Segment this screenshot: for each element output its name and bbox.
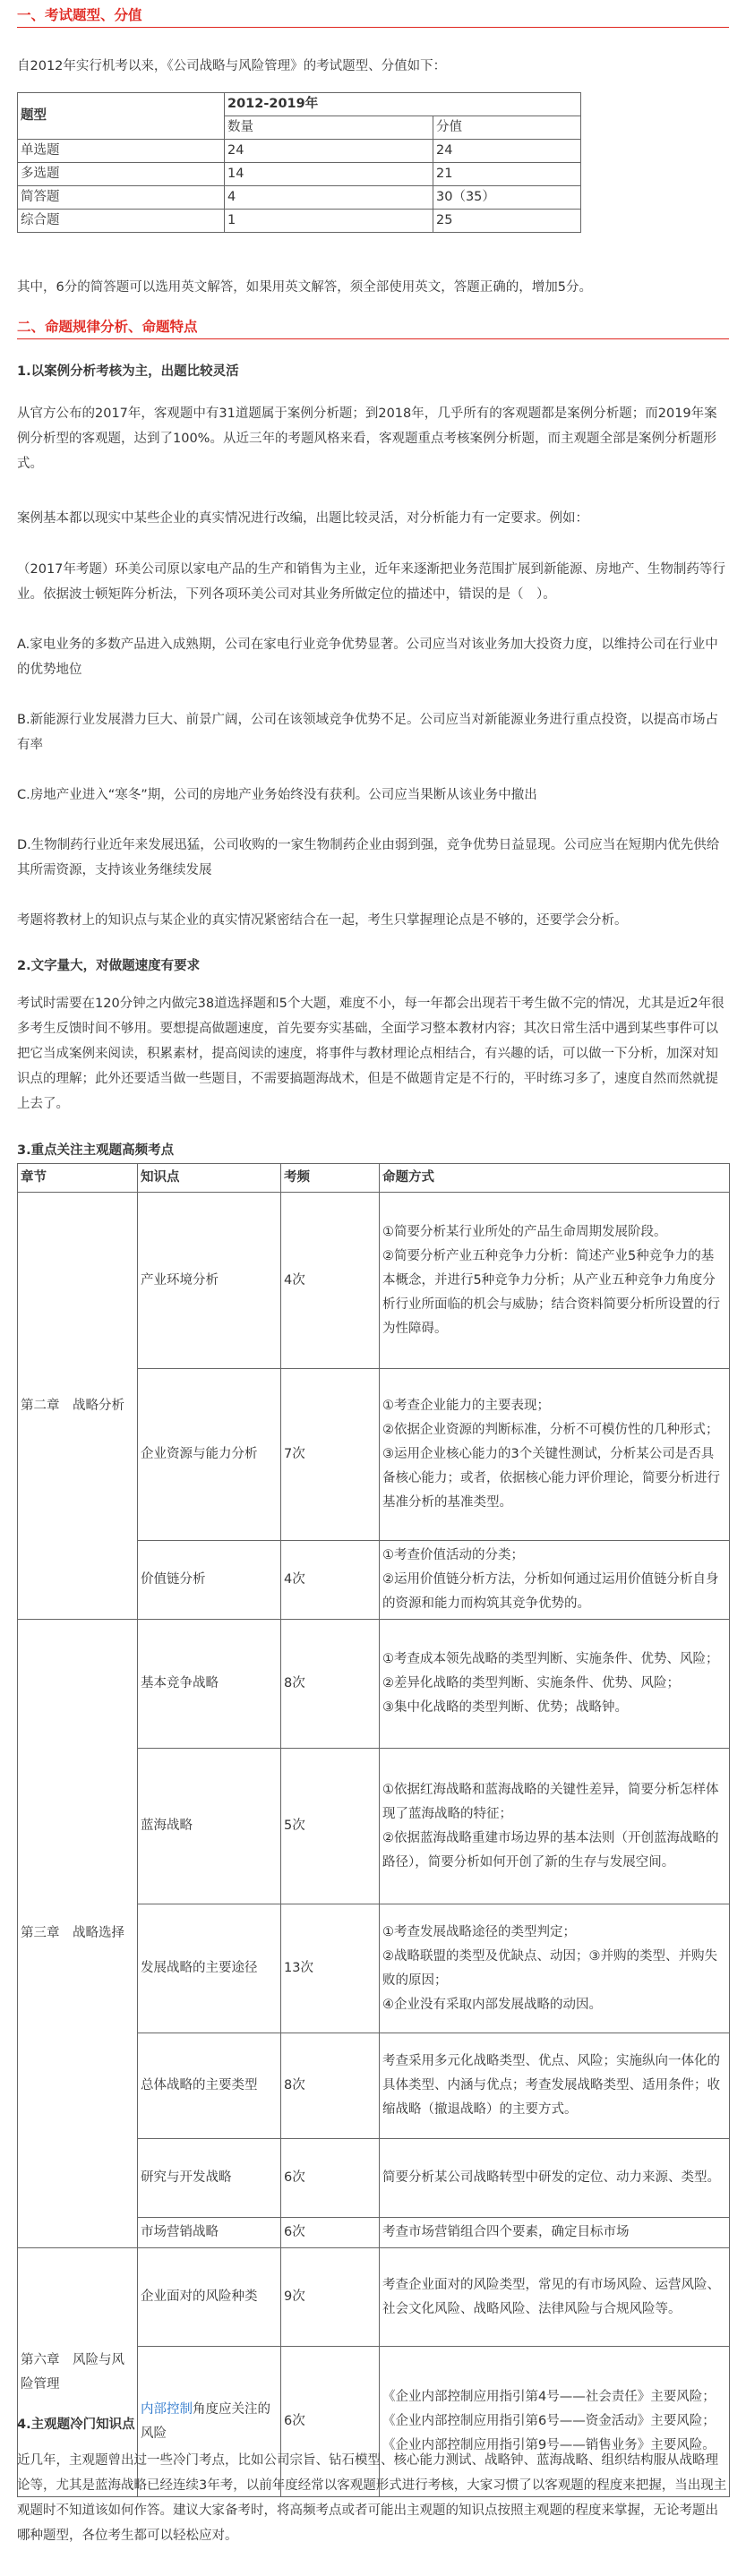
intro-paragraph: 自2012年实行机考以来，《公司战略与风险管理》的考试题型、分值如下： xyxy=(17,59,447,73)
frequency-cell: 4次 xyxy=(281,1193,380,1369)
score-type-cell: 单选题 xyxy=(18,140,225,163)
case-analysis-paragraph: 从官方公布的2017年，客观题中有31道题属于案例分析题；到2018年，几乎所有的客观题都是案例分析题；而2019年案例分析型的客观题，达到了100%。从近三年的考题风格来看，客观题重点考核案例分析题，而主观题全部是案例分析题形式。 xyxy=(17,407,717,471)
frequency-cell: 4次 xyxy=(281,1541,380,1620)
method-line: ②依据企业资源的判断标准，分析不可模仿性的几种形式； xyxy=(382,1423,719,1437)
frequency-cell: 5次 xyxy=(281,1749,380,1904)
point-cell: 价值链分析 xyxy=(138,1541,281,1620)
method-line: ①考查价值活动的分类； xyxy=(382,1548,524,1562)
method-line: ②差异化战略的类型判断、实施条件、优势、风险； xyxy=(382,1676,680,1690)
method-cell xyxy=(380,2218,730,2248)
kp-header-chapter: 章节 xyxy=(18,1164,138,1193)
score-value-cell: 24 xyxy=(433,140,581,163)
method-line: ①考查成本领先战略的类型判断、实施条件、优势、风险； xyxy=(382,1652,719,1666)
english-answer-note: 其中，6分的简答题可以选用英文解答，如果用英文解答，须全部使用英文，答题正确的，增加5分。 xyxy=(17,280,592,295)
kp-header-frequency: 考频 xyxy=(281,1164,380,1193)
method-line: ①考查企业能力的主要表现； xyxy=(382,1399,550,1413)
method-line: ①考查发展战略途径的类型判定； xyxy=(382,1924,576,1939)
method-cell xyxy=(380,2033,730,2139)
point-cell: 蓝海战略 xyxy=(138,1749,281,1904)
method-line: ②简要分析产业五种竞争力分析：简述产业5种竞争力的基本概念，并进行5种竞争力分析；从产业五种竞争力角度分析行业所面临的机会与威胁；结合资料简要分析所设置的行为性障碍。 xyxy=(382,1248,720,1336)
option-a: A.家电业务的多数产品进入成熟期，公司在家电行业竞争优势显著。公司应当对该业务加大投资力度，以维持公司在行业中的优势地位 xyxy=(17,638,718,677)
method-cell xyxy=(380,1541,730,1620)
table-row xyxy=(18,1620,730,1749)
score-type-cell: 综合题 xyxy=(18,210,225,233)
method-line: ②战略联盟的类型及优缺点、动因；③并购的类型、并购失败的原因； xyxy=(382,1948,717,1988)
frequency-cell: 13次 xyxy=(281,1904,380,2033)
option-b: B.新能源行业发展潜力巨大、前景广阔，公司在该领域竞争优势不足。公司应当对新能源业务进行重点投资，以提高市场占有率 xyxy=(17,713,719,752)
score-count-cell: 24 xyxy=(225,140,433,163)
table-row xyxy=(18,210,581,233)
example-question: （2017年考题）环美公司原以家电产品的生产和销售为主业，近年来逐渐把业务范围扩展到新能源、房地产、生物制药等行业。依据波士顿矩阵分析法，下列各项环美公司对其业务所做定位的描述中，错误的是（ ）。 xyxy=(17,562,725,602)
frequency-cell: 6次 xyxy=(281,2347,380,2497)
knowledge-point-table xyxy=(17,1163,730,2497)
method-line: 考查采用多元化战略类型、优点、风险；实施纵向一体化的具体类型、内涵与优点；考查发展战略类型、适用条件；收缩战略（撤退战略）的主要方式。 xyxy=(382,2054,720,2117)
frequency-cell: 6次 xyxy=(281,2139,380,2218)
score-value-cell: 30（35） xyxy=(433,186,581,210)
frequency-cell: 8次 xyxy=(281,1620,380,1749)
method-line: ①简要分析某行业所处的产品生命周期发展阶段。 xyxy=(382,1224,667,1239)
point-cell: 企业面对的风险种类 xyxy=(138,2248,281,2347)
method-line: ③集中化战略的类型判断、优势；战略钟。 xyxy=(382,1700,628,1715)
point-cell: 企业资源与能力分析 xyxy=(138,1369,281,1541)
method-cell xyxy=(380,1749,730,1904)
table-row xyxy=(18,2248,730,2347)
score-header-type: 题型 xyxy=(18,93,225,140)
point-cell: 产业环境分析 xyxy=(138,1193,281,1369)
kp-header-row xyxy=(18,1164,730,1193)
point-cell: 总体战略的主要类型 xyxy=(138,2033,281,2139)
section-heading-exam-types: 一、考试题型、分值 xyxy=(17,4,729,28)
analysis-skill-paragraph: 考题将教材上的知识点与某企业的真实情况紧密结合在一起，考生只掌握理论点是不够的，还要学会分析。 xyxy=(17,913,628,928)
method-line: 考查企业面对的风险类型，常见的有市场风险、运营风险、社会文化风险、战略风险、法律风险与合规风险等。 xyxy=(382,2277,720,2316)
score-value-cell: 25 xyxy=(433,210,581,233)
score-header-count: 数量 xyxy=(225,116,433,140)
point-cell: 市场营销战略 xyxy=(138,2218,281,2248)
case-adaptation-paragraph: 案例基本都以现实中某些企业的真实情况进行改编，出题比较灵活，对分析能力有一定要求。例如： xyxy=(17,511,588,526)
score-count-cell: 4 xyxy=(225,186,433,210)
frequency-cell: 9次 xyxy=(281,2248,380,2347)
subsection-title-high-frequency: 3.重点关注主观题高频考点 xyxy=(17,1143,175,1158)
score-value-cell: 21 xyxy=(433,163,581,186)
subsection-title-rare-points: 4.主观题冷门知识点 xyxy=(17,2418,135,2432)
method-cell xyxy=(380,1193,730,1369)
method-cell xyxy=(380,2248,730,2347)
point-cell-rest: 角度应关注的风险 xyxy=(141,2401,270,2441)
table-row xyxy=(18,1193,730,1369)
method-cell xyxy=(380,2139,730,2218)
internal-control-link[interactable]: 内部控制 xyxy=(141,2401,193,2417)
table-row xyxy=(18,140,581,163)
frequency-cell: 8次 xyxy=(281,2033,380,2139)
score-count-cell: 14 xyxy=(225,163,433,186)
frequency-cell: 6次 xyxy=(281,2218,380,2248)
method-line: 《企业内部控制应用指引第4号——社会责任》主要风险； xyxy=(382,2390,716,2404)
chapter-cell: 第六章 风险与风险管理 xyxy=(18,2248,138,2497)
frequency-cell: 7次 xyxy=(281,1369,380,1541)
point-cell: 基本竞争战略 xyxy=(138,1620,281,1749)
method-line: 《企业内部控制应用指引第9号——销售业务》主要风险。 xyxy=(382,2438,716,2452)
method-cell xyxy=(380,1620,730,1749)
subsection-title-reading-speed: 2.文字量大，对做题速度有要求 xyxy=(17,959,201,973)
score-header-score: 分值 xyxy=(433,116,581,140)
table-row xyxy=(18,163,581,186)
method-line: ①依据红海战略和蓝海战略的关键性差异，简要分析怎样体现了蓝海战略的特征； xyxy=(382,1782,719,1821)
score-count-cell: 1 xyxy=(225,210,433,233)
method-line: ④企业没有采取内部发展战略的动因。 xyxy=(382,1997,602,2012)
subsection-title-case-analysis: 1.以案例分析考核为主，出题比较灵活 xyxy=(17,364,239,379)
score-table-header-row xyxy=(18,93,581,116)
section-heading-patterns: 二、命题规律分析、命题特点 xyxy=(17,316,729,339)
option-d: D.生物制药行业近年来发展迅猛，公司收购的一家生物制药企业由弱到强，竞争优势日益显现。公司应当在短期内优先供给其所需资源，支持该业务继续发展 xyxy=(17,838,720,877)
method-line: 《企业内部控制应用指引第6号——资金活动》主要风险； xyxy=(382,2414,716,2428)
method-line: ②依据蓝海战略重建市场边界的基本法则（开创蓝海战略的路径），简要分析如何开创了新的生存与发展空间。 xyxy=(382,1830,719,1870)
method-cell xyxy=(380,1369,730,1541)
method-cell xyxy=(380,1904,730,2033)
table-row xyxy=(18,186,581,210)
point-cell: 发展战略的主要途径 xyxy=(138,1904,281,2033)
method-line: ③运用企业核心能力的3个关键性测试，分析某公司是否具备核心能力；或者，依据核心能力评价理论，简要分析进行基准分析的基准类型。 xyxy=(382,1447,720,1510)
chapter-cell: 第二章 战略分析 xyxy=(18,1193,138,1620)
score-type-cell: 简答题 xyxy=(18,186,225,210)
score-type-cell: 多选题 xyxy=(18,163,225,186)
option-c: C.房地产业进入“寒冬”期，公司的房地产业务始终没有获利。公司应当果断从该业务中撤出 xyxy=(17,788,537,802)
point-cell: 研究与开发战略 xyxy=(138,2139,281,2218)
chapter-cell: 第三章 战略选择 xyxy=(18,1620,138,2248)
method-line: ②运用价值链分析方法，分析如何通过运用价值链分析自身的资源和能力而构筑其竞争优势的。 xyxy=(382,1572,719,1611)
reading-speed-paragraph: 考试时需要在120分钟之内做完38道选择题和5个大题，难度不小，每一年都会出现若干考生做不完的情况，尤其是近2年很多考生反馈时间不够用。要想提高做题速度，首先要夯实基础，全面学习整本教材内容；其次日常生活中遇到某些事件可以把它当成案例来阅读，积累素材，提高阅读的速度，将事件与教材理论点相结合，有兴趣的话，可以做一下分析，加深对知识点的理解；此外还要适当做一些题目，不需要搞题海战术，但是不做题肯定是不行的，平时练习多了，速度自然而然就提上去了。 xyxy=(17,997,725,1111)
kp-header-method: 命题方式 xyxy=(380,1164,730,1193)
method-line: 考查市场营销组合四个要素，确定目标市场 xyxy=(382,2225,630,2239)
kp-header-point: 知识点 xyxy=(138,1164,281,1193)
score-header-period: 2012-2019年 xyxy=(225,93,581,116)
score-table xyxy=(17,92,581,233)
rare-points-paragraph: 近几年，主观题曾出过一些冷门考点，比如公司宗旨、钻石模型、核心能力测试、战略钟、蓝海战略、组织结构服从战略理论等，尤其是蓝海战略已经连续3年考，以前年度经常以客观题形式进行考核，大家习惯了以客观题的程度来把握，当出现主观题时不知道该如何作答。建议大家备考时，将高频考点或者可能出主观题的知识点按照主观题的程度来掌握，无论考题出哪种题型，各位考生都可以轻松应对。 xyxy=(17,2453,727,2543)
method-line: 简要分析某公司战略转型中研发的定位、动力来源、类型。 xyxy=(382,2170,720,2185)
